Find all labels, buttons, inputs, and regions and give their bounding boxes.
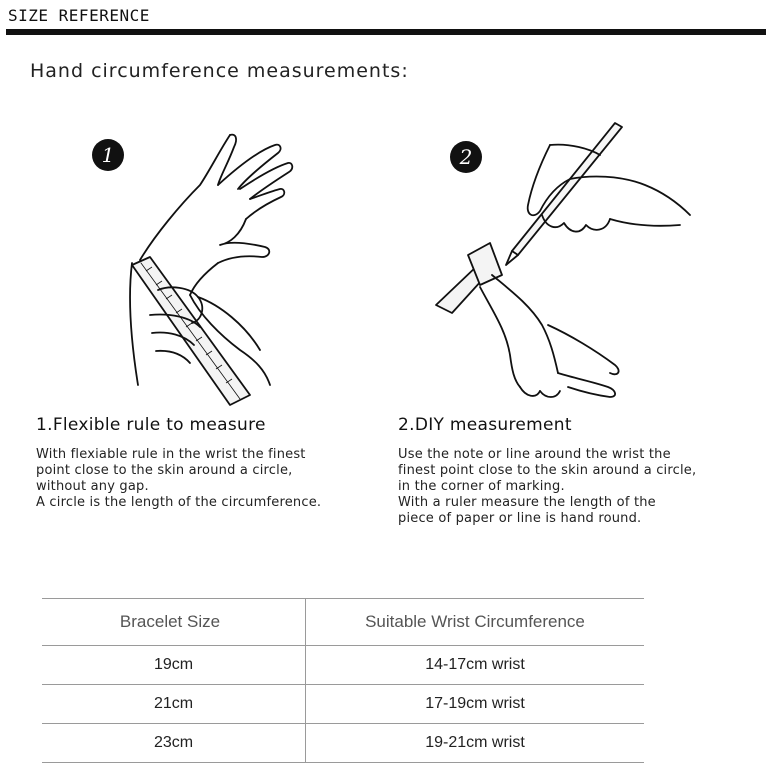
wrist-circumference-cell: 19-21cm wrist: [306, 724, 645, 763]
illustration-flexible-rule: [80, 125, 310, 415]
column-header-wrist-circumference: Suitable Wrist Circumference: [306, 599, 645, 646]
table-row: [42, 685, 644, 724]
section-header-label: SIZE REFERENCE: [8, 6, 150, 25]
step-2-description: Use the note or line around the wrist the finest point close to the skin around a circle, in the corner of marking. With a ruler measure the length of the piece of paper or line is hand round.: [398, 447, 697, 526]
bracelet-size-cell: 19cm: [42, 646, 306, 685]
step-1-description: With flexiable rule in the wrist the finest point close to the skin around a circle, without any gap. A circle is the length of the circumference.: [36, 447, 322, 510]
wrist-circumference-cell: 14-17cm wrist: [306, 646, 645, 685]
page-title: Hand circumference measurements:: [30, 60, 409, 82]
column-header-bracelet-size: Bracelet Size: [42, 599, 306, 646]
header-divider: [6, 29, 766, 35]
table-row: [42, 646, 644, 685]
size-chart-table: [42, 598, 644, 763]
step-2-title: 2.DIY measurement: [398, 415, 572, 435]
table-header-row: [42, 599, 644, 646]
illustration-diy-measurement: [430, 115, 700, 405]
table-row: [42, 724, 644, 763]
bracelet-size-cell: 23cm: [42, 724, 306, 763]
step-1-badge-number: 1: [101, 143, 115, 167]
wrist-circumference-cell: 17-19cm wrist: [306, 685, 645, 724]
bracelet-size-cell: 21cm: [42, 685, 306, 724]
step-1-title: 1.Flexible rule to measure: [36, 415, 266, 435]
step-2-badge-number: 2: [459, 145, 473, 169]
